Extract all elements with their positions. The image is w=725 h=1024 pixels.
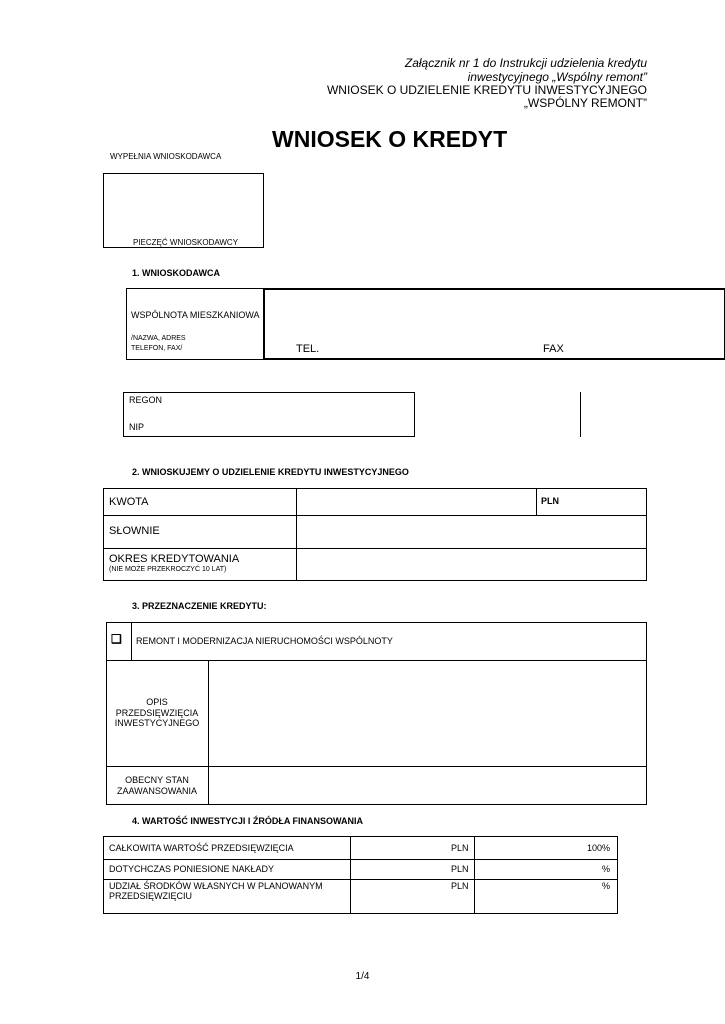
purpose-checkbox[interactable]: ❑ bbox=[111, 632, 122, 646]
header-line-3: WNIOSEK O UDZIELENIE KREDYTU INWESTYCYJNEGO bbox=[326, 83, 647, 97]
status-label-1: OBECNY STAN bbox=[125, 775, 189, 785]
status-label-2: ZAAWANSOWANIA bbox=[116, 786, 197, 796]
investment-row-currency: PLN bbox=[451, 881, 469, 891]
period-note: (NIE MOŻE PRZEKROCZYĆ 10 LAT) bbox=[109, 566, 227, 573]
period-label: OKRES KREDYTOWANIA bbox=[109, 553, 240, 565]
purpose-option-label: REMONT I MODERNIZACJA NIERUCHOMOŚCI WSPÓLNOTY bbox=[136, 636, 393, 646]
investment-row-label: UDZIAŁ ŚRODKÓW WŁASNYCH W PLANOWANYM bbox=[109, 881, 323, 891]
regon-nip-divider bbox=[580, 392, 581, 437]
investment-row-label-cont: PRZEDSIĘWZIĘCIU bbox=[109, 891, 193, 901]
header-line-1: Załącznik nr 1 do Instrukcji udzielenia kredytu bbox=[404, 56, 647, 70]
amount-label: KWOTA bbox=[109, 496, 149, 508]
period-field[interactable] bbox=[297, 549, 646, 580]
section-4-heading: 4. WARTOŚĆ INWESTYCJI I ŹRÓDŁA FINANSOWANIA bbox=[132, 816, 364, 826]
stamp-box bbox=[103, 173, 264, 248]
name-hint-2: TELEFON, FAX/ bbox=[131, 345, 183, 352]
section-3-heading: 3. PRZEZNACZENIE KREDYTU: bbox=[132, 601, 267, 611]
status-field[interactable] bbox=[209, 767, 646, 804]
amount-field[interactable] bbox=[297, 489, 535, 515]
page-number: 1/4 bbox=[355, 971, 370, 982]
investment-row-label: DOTYCHCZAS PONIESIONE NAKŁADY bbox=[109, 864, 275, 874]
investment-row-label: CAŁKOWITA WARTOŚĆ PRZEDSIĘWZIĘCIA bbox=[109, 843, 294, 853]
header-line-2: inwestycyjnego „Wspólny remont” bbox=[467, 70, 647, 84]
desc-label-1: OPIS bbox=[146, 697, 168, 707]
section-2-heading: 2. WNIOSKUJEMY O UDZIELENIE KREDYTU INWESTYCYJNEGO bbox=[132, 467, 409, 477]
desc-label-2: PRZEDSIĘWZIĘCIA bbox=[115, 708, 199, 718]
stamp-caption: PIECZĘĆ WNIOSKODAWCY bbox=[133, 238, 239, 247]
desc-label-3: INWESTYCYJNEGO bbox=[114, 718, 200, 728]
community-label: WSPÓLNOTA MIESZKANIOWA bbox=[131, 310, 260, 320]
investment-row-pct: % bbox=[601, 881, 610, 891]
page-title: WNIOSEK O KREDYT bbox=[272, 126, 508, 152]
investment-row-pct: 100% bbox=[586, 843, 610, 853]
words-field[interactable] bbox=[297, 516, 646, 548]
nip-label: NIP bbox=[129, 422, 145, 432]
section-1-heading: 1. WNIOSKODAWCA bbox=[132, 268, 221, 278]
investment-row-currency: PLN bbox=[451, 843, 469, 853]
regon-label: REGON bbox=[129, 395, 163, 405]
investment-row-currency: PLN bbox=[451, 864, 469, 874]
tel-label: TEL. bbox=[296, 343, 320, 355]
fax-label: FAX bbox=[543, 343, 564, 355]
description-field[interactable] bbox=[209, 661, 646, 766]
words-label: SŁOWNIE bbox=[109, 525, 160, 537]
community-field[interactable] bbox=[264, 289, 725, 359]
regon-nip-box bbox=[123, 392, 415, 437]
header-line-4: „WSPÓLNY REMONT” bbox=[523, 96, 647, 110]
investment-row-pct: % bbox=[601, 864, 610, 874]
fill-note: WYPEŁNIA WNIOSKODAWCA bbox=[110, 152, 222, 161]
amount-currency: PLN bbox=[541, 496, 559, 506]
name-hint-1: /NAZWA, ADRES bbox=[131, 335, 186, 342]
